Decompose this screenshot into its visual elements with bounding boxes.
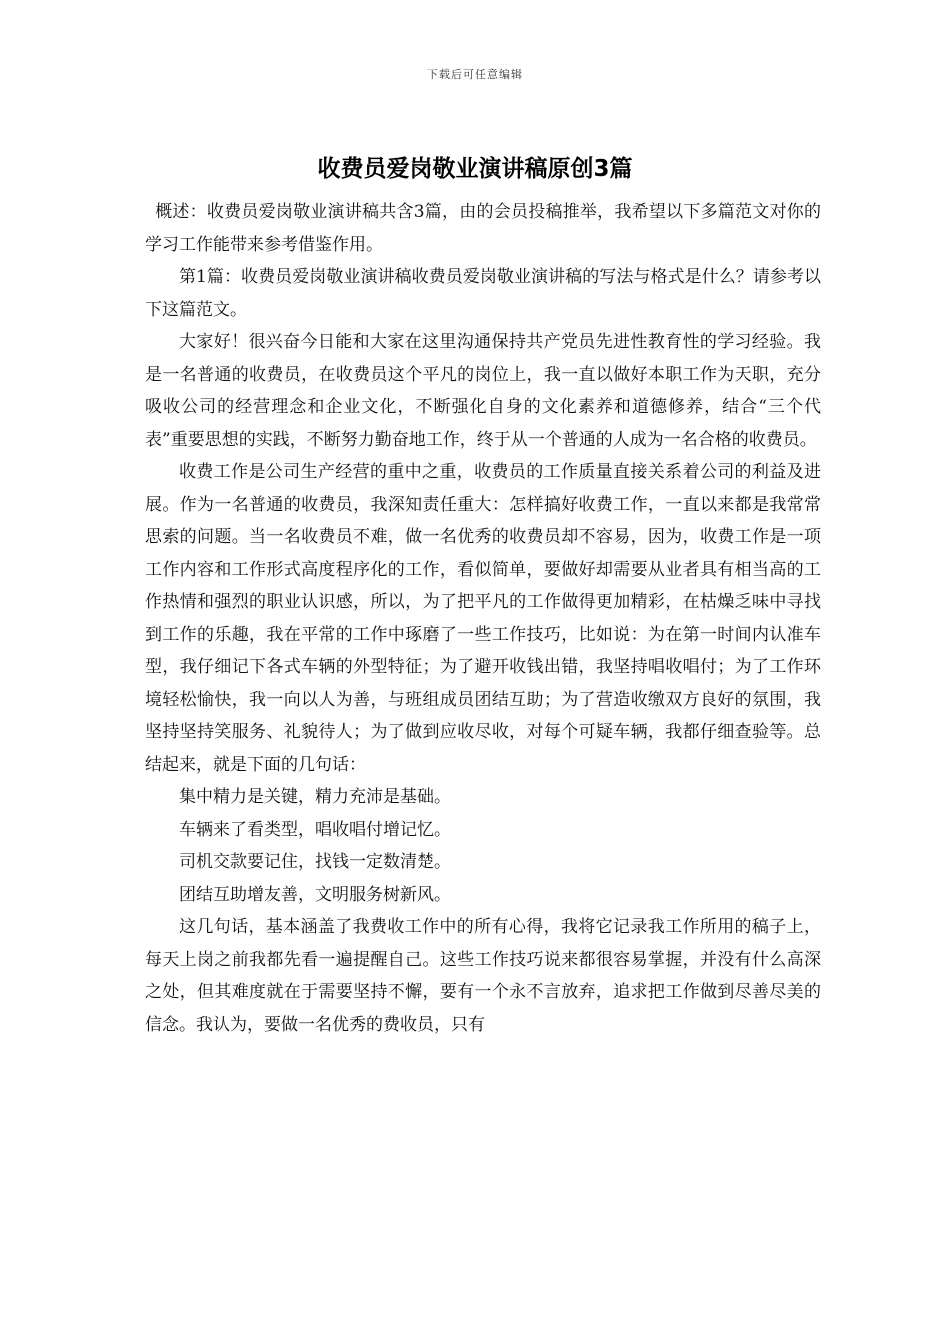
verse-line: 团结互助增友善，文明服务树新风。 — [179, 884, 451, 905]
verse-line: 集中精力是关键，精力充沛是基础。 — [179, 787, 451, 807]
body-paragraph: 收费工作是公司生产经营的重中之重，收费员的工作质量直接关系着公司的利益及进展。作为一名普通的收费员，我深知责任重大：怎样搞好收费工作，一直以来都是我常常思索的问题。当一名收费员不难，做一名优秀的收费员却不容易，因为，收费工作是一项工作内容和工作形式高度程序化的工作，看似简单，要做好却需要从业者具有相当高的工作热情和强烈的职业认识感，所以，为了把平凡的工作做得更加精彩，在枯燥乏味中寻找到工作的乐趣，我在平常的工作中琢磨了一些工作技巧，比如说：为在第一时间内认准车型，我仔细记下各式车辆的外型特征；为了避开收钱出错，我坚持唱收唱付；为了工作环境轻松愉快，我一向以人为善，与班组成员团结互助；为了营造收缴双方良好的氛围，我坚持坚持笑服务、礼貌待人；为了做到应收尽收，对每个可疑车辆，我都仔细查验等。总结起来，就是下面的几句话： — [145, 462, 821, 775]
verse-line: 车辆来了看类型，唱收唱付增记忆。 — [179, 819, 451, 840]
section-intro-paragraph: 第1篇：收费员爱岗敬业演讲稿收费员爱岗敬业演讲稿的写法与格式是什么？请参考以下这篇范文。 — [145, 267, 821, 320]
document-title: 收费员爱岗敬业演讲稿原创3篇 — [317, 156, 633, 182]
body-paragraph: 大家好！很兴奋今日能和大家在这里沟通保持共产党员先进性教育性的学习经验。我是一名普通的收费员，在收费员这个平凡的岗位上，我一直以做好本职工作为天职，充分吸收公司的经营理念和企业文化，不断强化自身的文化素养和道德修养，结合“三个代表”重要思想的实践，不断努力勤奋地工作，终于从一个普通的人成为一名合格的收费员。 — [145, 332, 821, 450]
body-paragraph: 这几句话，基本涵盖了我费收工作中的所有心得，我将它记录我工作所用的稿子上，每天上岗之前我都先看一遍提醒自己。这些工作技巧说来都很容易掌握，并没有什么高深之处，但其难度就在于需要坚持不懈，要有一个永不言放弃，追求把工作做到尽善尽美的信念。我认为，要做一名优秀的费收员，只有 — [145, 917, 821, 1035]
verse-line: 司机交款要记住，找钱一定数清楚。 — [179, 852, 451, 872]
document-body — [145, 196, 821, 1041]
header-note: 下载后可任意编辑 — [427, 68, 523, 81]
summary-paragraph: 概述：收费员爱岗敬业演讲稿共含3篇，由的会员投稿推举，我希望以下多篇范文对你的学习工作能带来参考借鉴作用。 — [145, 202, 821, 255]
